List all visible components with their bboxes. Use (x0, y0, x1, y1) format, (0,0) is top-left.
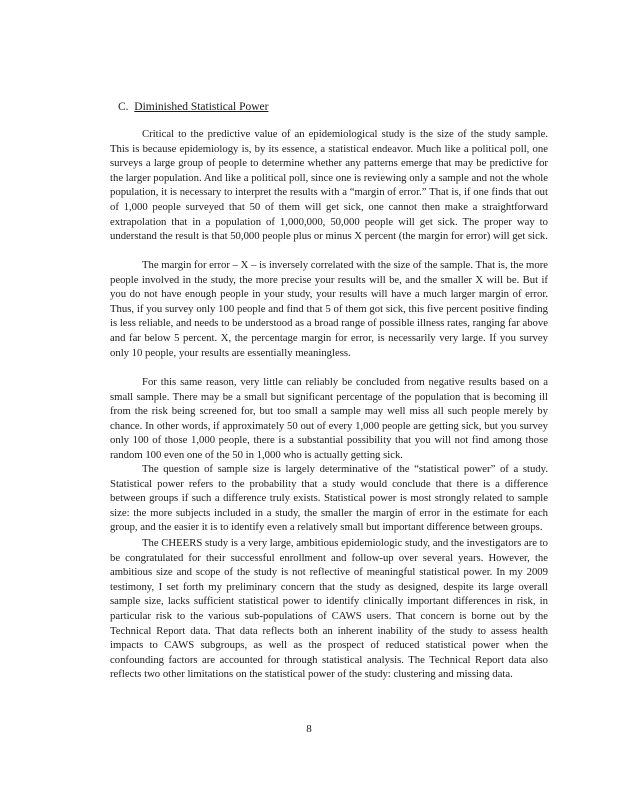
paragraph-statistical-power: The question of sample size is largely determinative of the “statistical power” of a study. Statistical power refers to the probability that a study would conclude that there is a difference between groups if such a difference truly exists. Statistical power is most strongly related to sample size: the more subjects included in a study, the smaller the margin of error in the estimate for each group, and the easier it is to identify even a relatively small but important difference between groups. (110, 463, 548, 534)
paragraph-cheers-study: The CHEERS study is a very large, ambitious epidemiologic study, and the investigators are to be congratulated for their successful enrollment and follow-up over several years. However, the ambitious size and scope of the study is not reflective of meaningful statistical power. In my 2009 testimony, I set forth my preliminary concern that the study as designed, despite its large overall sample size, lacks sufficient statistical power to identify clinically important differences in risk, in particular risk to the various sub-populations of CAWS users. That concern is borne out by the Technical Report data. That data reflects both an inherent inability of the study to assess health impacts to CAWS subgroups, as well as the prospect of reduced statistical power when the confounding factors are accounted for through statistical analysis. The Technical Report data also reflects two other limitations on the statistical power of the study: clustering and missing data. (110, 537, 548, 681)
paragraph-negative-results: For this same reason, very little can reliably be concluded from negative results based on a small sample. There may be a small but significant percentage of the population that is becoming ill from the risk being screened for, but too small a sample may well miss all such people merely by chance. In other words, if approximately 50 out of every 1,000 people are getting sick, but you survey only 100 of those 1,000 people, there is a substantial possibility that you will not find among those random 100 even one of the 50 in 1,000 who is actually getting sick. (110, 376, 548, 461)
section-letter: C. (118, 101, 129, 113)
section-title: Diminished Statistical Power (134, 101, 269, 113)
paragraph-sample-size: Critical to the predictive value of an epidemiological study is the size of the study sample. This is because epidemiology is, by its essence, a statistical endeavor. Much like a political poll, one surveys a large group of people to determine whether any patterns emerge that may be predictive for the larger population. And like a political poll, since one is reviewing only a sample and not the whole population, it is necessary to interpret the results with a “margin of error.” That is, if one finds that out of 1,000 people surveyed that 50 of them will get sick, one cannot then make a straightforward extrapolation that in a population of 1,000,000, 50,000 people will get sick. The proper way to understand the result is that 50,000 people plus or minus X percent (the margin for error) will get sick. (110, 128, 548, 243)
page-number: 8 (306, 723, 312, 735)
paragraph-margin-of-error: The margin for error – X – is inversely correlated with the size of the sample. That is, the more people involved in the study, the more precise your results will be, and the smaller X will be. But if you do not have enough people in your study, your results will have a much larger margin of error. Thus, if you survey only 100 people and find that 5 of them got sick, this five percent positive finding is less reliable, and needs to be understood as a broad range of possible illness rates, ranging far above and far below 5 percent. X, the percentage margin for error, is necessarily very large. If you survey only 10 people, your results are essentially meaningless. (110, 259, 548, 359)
section-heading (118, 100, 268, 114)
